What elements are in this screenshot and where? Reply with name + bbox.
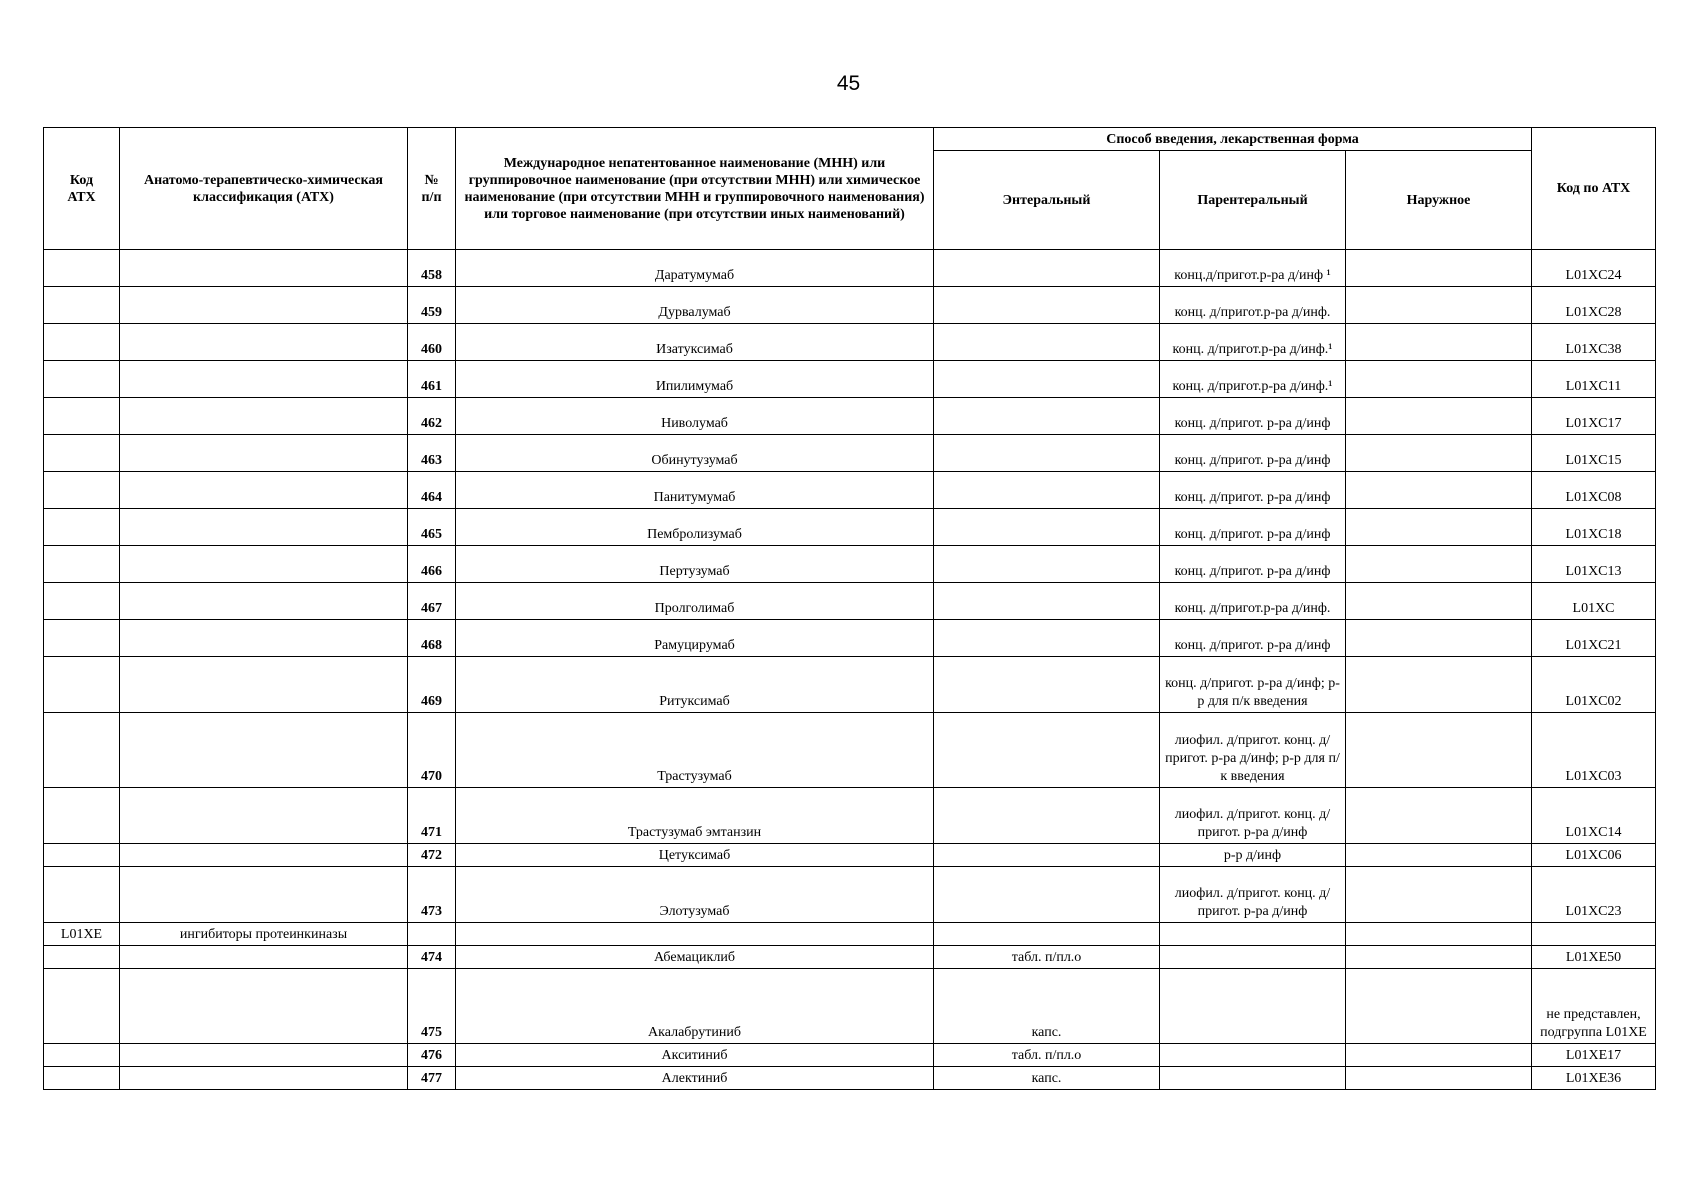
- cell-parenteral: [1160, 1044, 1346, 1067]
- cell-drug-name: Пертузумаб: [456, 546, 934, 583]
- cell-external: [1346, 946, 1532, 969]
- cell-atc-reference: L01XE17: [1532, 1044, 1656, 1067]
- cell-atc-classification: [120, 620, 408, 657]
- cell-parenteral: лиофил. д/пригот. конц. д/пригот. р-ра д/инф: [1160, 867, 1346, 923]
- cell-parenteral: конц. д/пригот. р-ра д/инф: [1160, 620, 1346, 657]
- cell-enteral: [934, 250, 1160, 287]
- table-row: [44, 509, 1656, 546]
- cell-atc-classification: [120, 509, 408, 546]
- cell-atc-code: [44, 844, 120, 867]
- cell-enteral: [934, 788, 1160, 844]
- cell-external: [1346, 867, 1532, 923]
- cell-row-number: 464: [408, 472, 456, 509]
- cell-external: [1346, 713, 1532, 788]
- cell-atc-classification: [120, 657, 408, 713]
- cell-atc-code: [44, 713, 120, 788]
- cell-row-number: 462: [408, 398, 456, 435]
- table-row: [44, 250, 1656, 287]
- cell-drug-name: Ипилимумаб: [456, 361, 934, 398]
- cell-atc-reference: L01XC24: [1532, 250, 1656, 287]
- header-parenteral: Парентеральный: [1160, 151, 1346, 250]
- cell-atc-reference: L01XC02: [1532, 657, 1656, 713]
- table-row: [44, 923, 1656, 946]
- cell-parenteral: конц. д/пригот.р-ра д/инф.: [1160, 583, 1346, 620]
- cell-atc-code: [44, 324, 120, 361]
- cell-atc-reference: L01XC11: [1532, 361, 1656, 398]
- cell-external: [1346, 472, 1532, 509]
- cell-row-number: 466: [408, 546, 456, 583]
- cell-external: [1346, 509, 1532, 546]
- cell-atc-classification: [120, 1067, 408, 1090]
- header-external: Наружное: [1346, 151, 1532, 250]
- cell-atc-reference: L01XC18: [1532, 509, 1656, 546]
- cell-parenteral: конц. д/пригот.р-ра д/инф.¹: [1160, 324, 1346, 361]
- cell-atc-classification: [120, 398, 408, 435]
- cell-enteral: табл. п/пл.о: [934, 946, 1160, 969]
- table-row: [44, 361, 1656, 398]
- cell-atc-classification: [120, 435, 408, 472]
- cell-atc-classification: ингибиторы протеинкиназы: [120, 923, 408, 946]
- cell-atc-code: [44, 867, 120, 923]
- cell-atc-reference: [1532, 923, 1656, 946]
- cell-external: [1346, 250, 1532, 287]
- table-row: [44, 946, 1656, 969]
- header-atc-code: Код АТХ: [44, 128, 120, 250]
- cell-drug-name: Пролголимаб: [456, 583, 934, 620]
- cell-enteral: [934, 324, 1160, 361]
- header-route-group: Способ введения, лекарственная форма: [934, 128, 1532, 151]
- cell-drug-name: Ритуксимаб: [456, 657, 934, 713]
- cell-parenteral: конц.д/пригот.р-ра д/инф ¹: [1160, 250, 1346, 287]
- cell-drug-name: [456, 923, 934, 946]
- cell-row-number: 465: [408, 509, 456, 546]
- page-number: 45: [836, 72, 861, 95]
- cell-parenteral: конц. д/пригот.р-ра д/инф.¹: [1160, 361, 1346, 398]
- cell-parenteral: лиофил. д/пригот. конц. д/пригот. р-ра д/инф; р-р для п/к введения: [1160, 713, 1346, 788]
- cell-atc-code: [44, 946, 120, 969]
- cell-row-number: 459: [408, 287, 456, 324]
- cell-atc-code: [44, 250, 120, 287]
- cell-enteral: [934, 583, 1160, 620]
- header-drug-name: Международное непатентованное наименование (МНН) или группировочное наименование (при отсутствии МНН) или химическое наименование (при отсутствии МНН и группировочного наименования) или торговое наименование (при отсутствии иных наименований): [456, 128, 934, 250]
- cell-row-number: 458: [408, 250, 456, 287]
- cell-external: [1346, 1067, 1532, 1090]
- table-row: [44, 435, 1656, 472]
- cell-atc-reference: L01XC21: [1532, 620, 1656, 657]
- table-row: [44, 287, 1656, 324]
- cell-row-number: 467: [408, 583, 456, 620]
- cell-atc-code: [44, 546, 120, 583]
- cell-atc-classification: [120, 788, 408, 844]
- header-enteral: Энтеральный: [934, 151, 1160, 250]
- cell-external: [1346, 788, 1532, 844]
- cell-enteral: [934, 398, 1160, 435]
- cell-atc-code: [44, 1067, 120, 1090]
- cell-atc-classification: [120, 546, 408, 583]
- cell-enteral: капс.: [934, 1067, 1160, 1090]
- cell-atc-reference: L01XC13: [1532, 546, 1656, 583]
- cell-enteral: [934, 923, 1160, 946]
- cell-drug-name: Ниволумаб: [456, 398, 934, 435]
- cell-parenteral: конц. д/пригот. р-ра д/инф: [1160, 509, 1346, 546]
- cell-atc-reference: L01XC38: [1532, 324, 1656, 361]
- cell-atc-code: [44, 509, 120, 546]
- cell-drug-name: Алектиниб: [456, 1067, 934, 1090]
- cell-atc-code: [44, 620, 120, 657]
- cell-atc-code: [44, 472, 120, 509]
- cell-row-number: 473: [408, 867, 456, 923]
- cell-drug-name: Даратумумаб: [456, 250, 934, 287]
- cell-atc-code: [44, 435, 120, 472]
- cell-atc-reference: L01XC: [1532, 583, 1656, 620]
- cell-atc-reference: L01XC14: [1532, 788, 1656, 844]
- table-row: [44, 867, 1656, 923]
- drug-table: [43, 127, 1656, 1090]
- cell-atc-reference: L01XE50: [1532, 946, 1656, 969]
- cell-atc-reference: L01XC23: [1532, 867, 1656, 923]
- table-row: [44, 546, 1656, 583]
- cell-drug-name: Трастузумаб эмтанзин: [456, 788, 934, 844]
- cell-row-number: 477: [408, 1067, 456, 1090]
- cell-enteral: [934, 546, 1160, 583]
- table-row: [44, 1067, 1656, 1090]
- cell-atc-code: [44, 969, 120, 1044]
- cell-enteral: [934, 435, 1160, 472]
- cell-parenteral: конц. д/пригот. р-ра д/инф: [1160, 546, 1346, 583]
- cell-parenteral: [1160, 1067, 1346, 1090]
- cell-atc-reference: L01XC17: [1532, 398, 1656, 435]
- cell-parenteral: лиофил. д/пригот. конц. д/пригот. р-ра д/инф: [1160, 788, 1346, 844]
- cell-enteral: [934, 844, 1160, 867]
- cell-atc-code: [44, 1044, 120, 1067]
- cell-atc-code: [44, 583, 120, 620]
- cell-atc-reference: не представлен, подгруппа L01XE: [1532, 969, 1656, 1044]
- cell-drug-name: Пембролизумаб: [456, 509, 934, 546]
- cell-external: [1346, 620, 1532, 657]
- cell-atc-classification: [120, 946, 408, 969]
- cell-row-number: 471: [408, 788, 456, 844]
- cell-drug-name: Панитумумаб: [456, 472, 934, 509]
- cell-enteral: табл. п/пл.о: [934, 1044, 1160, 1067]
- cell-external: [1346, 324, 1532, 361]
- cell-drug-name: Акситиниб: [456, 1044, 934, 1067]
- table-row: [44, 788, 1656, 844]
- cell-atc-reference: L01XC28: [1532, 287, 1656, 324]
- cell-atc-code: [44, 361, 120, 398]
- cell-parenteral: конц. д/пригот.р-ра д/инф.: [1160, 287, 1346, 324]
- cell-external: [1346, 969, 1532, 1044]
- cell-atc-classification: [120, 250, 408, 287]
- cell-external: [1346, 287, 1532, 324]
- cell-enteral: капс.: [934, 969, 1160, 1044]
- cell-enteral: [934, 361, 1160, 398]
- cell-drug-name: Цетуксимаб: [456, 844, 934, 867]
- cell-atc-classification: [120, 844, 408, 867]
- cell-parenteral: конц. д/пригот. р-ра д/инф: [1160, 398, 1346, 435]
- cell-external: [1346, 844, 1532, 867]
- cell-row-number: 461: [408, 361, 456, 398]
- cell-parenteral: [1160, 969, 1346, 1044]
- cell-row-number: 468: [408, 620, 456, 657]
- cell-external: [1346, 546, 1532, 583]
- cell-drug-name: Трастузумаб: [456, 713, 934, 788]
- table-row: [44, 620, 1656, 657]
- cell-drug-name: Изатуксимаб: [456, 324, 934, 361]
- cell-external: [1346, 435, 1532, 472]
- cell-atc-classification: [120, 472, 408, 509]
- header-atc-reference: Код по АТХ: [1532, 128, 1656, 250]
- cell-drug-name: Рамуцирумаб: [456, 620, 934, 657]
- cell-atc-reference: L01XC08: [1532, 472, 1656, 509]
- cell-atc-classification: [120, 361, 408, 398]
- cell-external: [1346, 923, 1532, 946]
- cell-row-number: 472: [408, 844, 456, 867]
- cell-enteral: [934, 657, 1160, 713]
- table-row: [44, 1044, 1656, 1067]
- cell-atc-reference: L01XC03: [1532, 713, 1656, 788]
- cell-row-number: 469: [408, 657, 456, 713]
- cell-atc-classification: [120, 713, 408, 788]
- cell-drug-name: Обинутузумаб: [456, 435, 934, 472]
- cell-external: [1346, 1044, 1532, 1067]
- table-row: [44, 324, 1656, 361]
- table-body: [44, 250, 1656, 1090]
- table-row: [44, 398, 1656, 435]
- table-row: [44, 713, 1656, 788]
- table-row: [44, 583, 1656, 620]
- cell-row-number: 460: [408, 324, 456, 361]
- cell-external: [1346, 657, 1532, 713]
- cell-atc-code: [44, 788, 120, 844]
- cell-atc-code: [44, 657, 120, 713]
- cell-atc-classification: [120, 867, 408, 923]
- cell-parenteral: [1160, 923, 1346, 946]
- cell-drug-name: Дурвалумаб: [456, 287, 934, 324]
- cell-drug-name: Абемациклиб: [456, 946, 934, 969]
- cell-atc-classification: [120, 969, 408, 1044]
- cell-row-number: 475: [408, 969, 456, 1044]
- cell-enteral: [934, 287, 1160, 324]
- cell-atc-reference: L01XC15: [1532, 435, 1656, 472]
- cell-enteral: [934, 620, 1160, 657]
- cell-parenteral: конц. д/пригот. р-ра д/инф; р-р для п/к введения: [1160, 657, 1346, 713]
- cell-parenteral: [1160, 946, 1346, 969]
- cell-row-number: 474: [408, 946, 456, 969]
- cell-atc-code: L01XE: [44, 923, 120, 946]
- cell-parenteral: р-р д/инф: [1160, 844, 1346, 867]
- cell-row-number: 470: [408, 713, 456, 788]
- cell-external: [1346, 398, 1532, 435]
- cell-row-number: 476: [408, 1044, 456, 1067]
- cell-atc-classification: [120, 583, 408, 620]
- cell-drug-name: Элотузумаб: [456, 867, 934, 923]
- cell-atc-classification: [120, 287, 408, 324]
- cell-atc-classification: [120, 324, 408, 361]
- cell-atc-code: [44, 287, 120, 324]
- table-row: [44, 657, 1656, 713]
- cell-atc-code: [44, 398, 120, 435]
- header-atc-classification: Анатомо-терапевтическо-химическая классификация (АТХ): [120, 128, 408, 250]
- cell-parenteral: конц. д/пригот. р-ра д/инф: [1160, 435, 1346, 472]
- table-row: [44, 472, 1656, 509]
- cell-drug-name: Акалабрутиниб: [456, 969, 934, 1044]
- header-row-number: № п/п: [408, 128, 456, 250]
- cell-atc-classification: [120, 1044, 408, 1067]
- cell-parenteral: конц. д/пригот. р-ра д/инф: [1160, 472, 1346, 509]
- cell-external: [1346, 583, 1532, 620]
- cell-enteral: [934, 713, 1160, 788]
- cell-atc-reference: L01XC06: [1532, 844, 1656, 867]
- cell-row-number: [408, 923, 456, 946]
- cell-row-number: 463: [408, 435, 456, 472]
- cell-enteral: [934, 867, 1160, 923]
- table-row: [44, 844, 1656, 867]
- table-row: [44, 969, 1656, 1044]
- cell-external: [1346, 361, 1532, 398]
- cell-enteral: [934, 472, 1160, 509]
- cell-atc-reference: L01XE36: [1532, 1067, 1656, 1090]
- cell-enteral: [934, 509, 1160, 546]
